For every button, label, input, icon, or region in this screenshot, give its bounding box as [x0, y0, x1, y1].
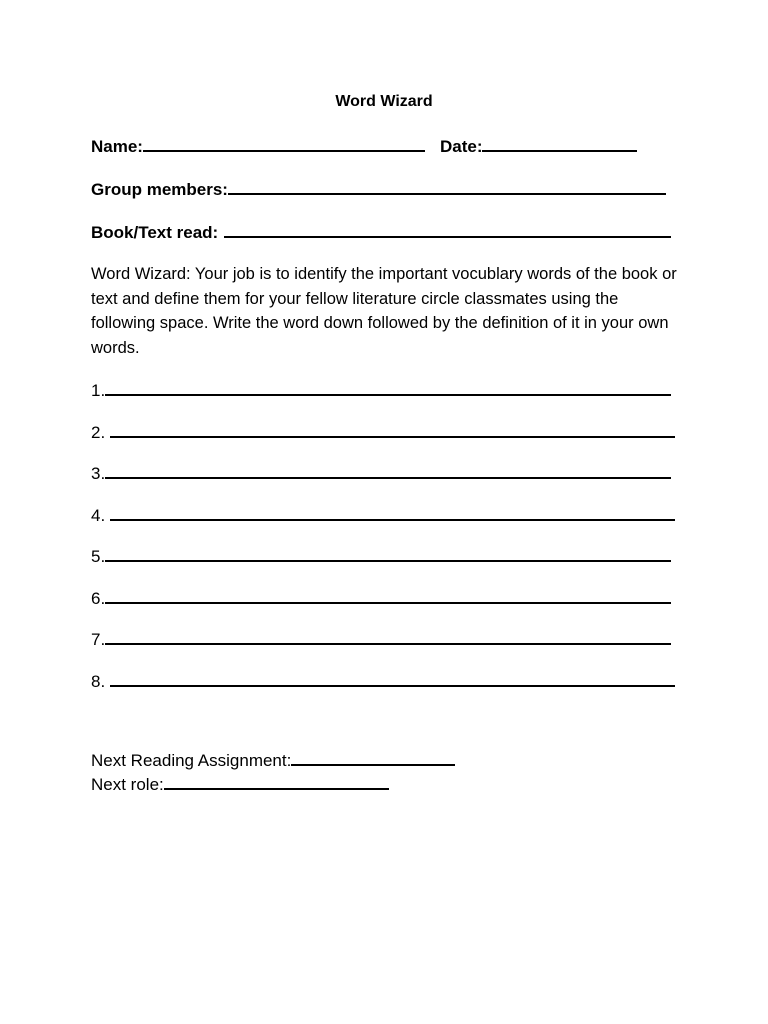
next-role-field[interactable]: [164, 773, 389, 790]
vocab-number: 5.: [91, 547, 106, 566]
instructions-paragraph: Word Wizard: Your job is to identify the important vocublary words of the book or text and define them for your fellow literature circle classmates using the following space. Write the word down followed by the definition of it in your own words.: [91, 265, 677, 357]
vocab-line-4: [91, 504, 675, 526]
group-members-row: [91, 178, 666, 200]
vocab-entry-field[interactable]: [105, 587, 671, 604]
vocab-entry-field[interactable]: [105, 628, 671, 645]
next-reading-row: [91, 749, 455, 771]
vocab-line-5: [91, 545, 671, 567]
vocab-entry-field[interactable]: [105, 545, 671, 562]
vocab-line-8: [91, 670, 675, 692]
vocab-number: 6.: [91, 589, 106, 608]
vocab-number: 8.: [91, 672, 106, 691]
book-text-row: [91, 221, 671, 243]
date-field[interactable]: [482, 135, 637, 152]
name-field[interactable]: [143, 135, 425, 152]
group-members-label: Group members:: [91, 180, 228, 199]
vocab-entry-field[interactable]: [105, 462, 671, 479]
book-text-field[interactable]: [224, 221, 671, 238]
vocab-number: 4.: [91, 506, 106, 525]
vocab-line-3: [91, 462, 671, 484]
vocab-line-6: [91, 587, 671, 609]
next-reading-label: Next Reading Assignment:: [91, 751, 292, 770]
vocab-entry-field[interactable]: [105, 379, 671, 396]
vocab-entry-field[interactable]: [110, 504, 675, 521]
worksheet-title: Word Wizard: [335, 93, 433, 110]
vocab-entry-field[interactable]: [110, 421, 675, 438]
vocab-number: 2.: [91, 423, 106, 442]
book-text-label: Book/Text read:: [91, 223, 219, 242]
vocab-number: 7.: [91, 630, 106, 649]
next-role-row: [91, 773, 389, 795]
vocab-line-2: [91, 421, 675, 443]
name-date-row: [91, 135, 637, 157]
vocab-entry-field[interactable]: [110, 670, 675, 687]
group-members-field[interactable]: [228, 178, 666, 195]
next-reading-field[interactable]: [291, 749, 455, 766]
vocab-line-7: [91, 628, 671, 650]
name-label: Name:: [91, 137, 143, 156]
next-role-label: Next role:: [91, 775, 164, 794]
vocab-number: 3.: [91, 464, 106, 483]
date-label: Date:: [439, 137, 483, 156]
vocab-number: 1.: [91, 381, 106, 400]
vocab-line-1: [91, 379, 671, 401]
